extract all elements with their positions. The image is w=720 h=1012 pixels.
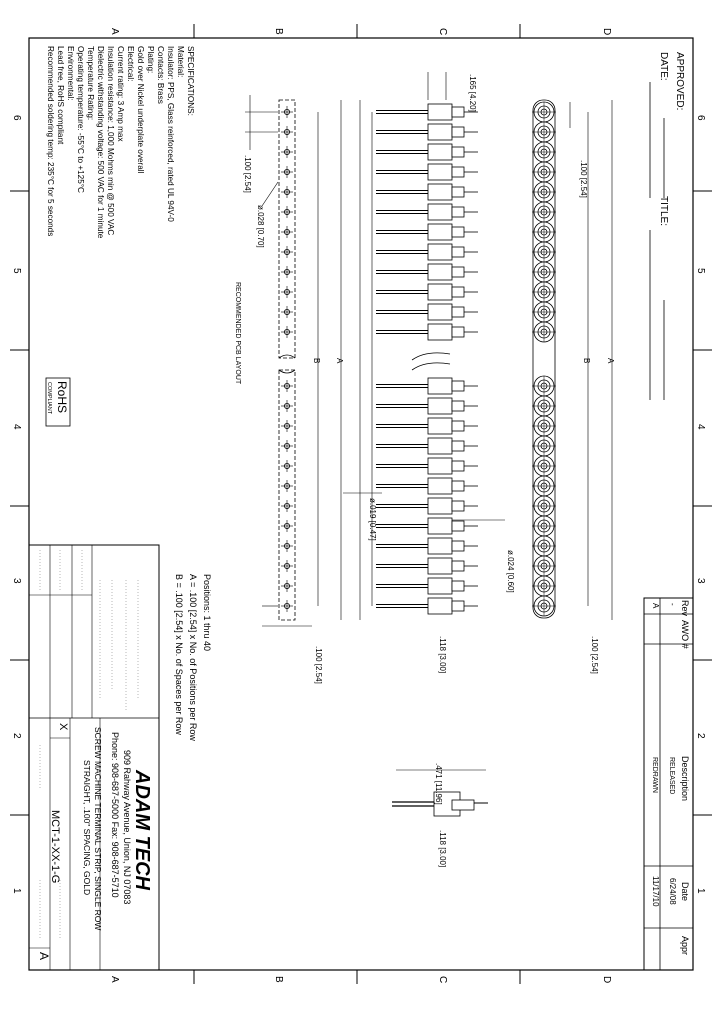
zone-number-6-left: 6 [11,115,22,121]
zone-number-4-right: 4 [695,424,706,430]
pcb-hole [281,246,293,258]
side-dim-019: ø.019 [0.47] [368,498,377,541]
terminal-socket [532,496,556,516]
awo-header: AWO # [680,620,690,649]
part-number: MCT-1-XX-1-G [49,810,61,884]
pcb-hole [281,380,293,392]
side-dim-118: .118 [3.00] [438,636,447,674]
side-view [343,72,515,673]
date-row-1: 6/24/08 [668,878,677,905]
pcb-dim-b: B [312,358,321,364]
title-label: TITLE: [658,196,669,227]
terminal-pin [376,144,478,160]
terminal-pin [376,558,478,574]
terminal-pin [376,304,478,320]
pcb-hole [281,126,293,138]
spec-line-13: Lead free, RoHS compliant [56,46,65,145]
terminal-pin [376,398,478,414]
terminal-pin [376,284,478,300]
pcb-hole [281,186,293,198]
spec-line-14: Recommended soldering temp: 235°C for 5 seconds [46,46,55,237]
pcb-dim-a: A [335,358,344,364]
terminal-socket [532,596,556,616]
zone-number-3-left: 3 [11,578,22,584]
side-break-line [412,353,450,370]
pcb-hole [281,440,293,452]
spec-line-3: Contacts: Brass [156,46,165,104]
terminal-socket [532,436,556,456]
zone-letter-b-bottom: B [273,976,284,983]
zone-number-1-left: 1 [11,888,22,894]
rohs-label: RoHS [55,381,69,414]
terminal-socket [532,182,556,202]
terminal-socket [532,456,556,476]
zone-letter-c-bottom: C [437,976,448,984]
company-address: 909 Rahway Avenue, Union, NJ 07083 [122,750,132,905]
top-pitch-label: .100 [2.54] [579,160,588,198]
pcb-hole [281,206,293,218]
title-block [29,545,159,970]
end-view [392,763,488,867]
pcb-pitch-bottom-label: .100 [2.54] [314,646,323,684]
terminal-pin [376,498,478,514]
a-formula-note: A = .100 [2.54] x No. of Positions per Row [188,574,198,741]
terminal-pin [376,538,478,554]
pcb-hole [281,580,293,592]
zone-number-2-right: 2 [695,733,706,739]
zone-number-3-right: 3 [695,578,706,584]
terminal-pin [376,124,478,140]
terminal-socket [532,416,556,436]
pcb-hole [281,460,293,472]
spec-line-7: Current rating: 3 Amp max [116,46,125,142]
title-block-rev: A [37,952,51,961]
terminal-pin [376,324,478,340]
zone-letter-a-bottom: A [109,976,120,983]
zone-number-2-left: 2 [11,733,22,739]
terminal-socket [532,162,556,182]
terminal-socket [532,202,556,222]
spec-line-1: Material: [176,46,185,78]
pcb-layout-label: RECOMMENDED PCB LAYOUT [234,282,241,385]
date-label: DATE: [658,52,669,81]
terminal-pin [376,578,478,594]
spec-heading: SPECIFICATIONS: [186,46,195,116]
date-header: Date [680,882,690,902]
terminal-socket [532,536,556,556]
description-row-1: RELEASED [668,757,675,795]
spec-line-5: Gold over Nickel underplate overall [136,46,145,174]
terminal-socket [532,282,556,302]
zone-letter-b-top: B [273,28,284,35]
pcb-hole [281,520,293,532]
terminal-socket [532,556,556,576]
spec-line-11: Operating temperature: -55°C to +125°C [76,46,85,193]
terminal-pin [376,438,478,454]
pcb-layout-view [234,95,344,684]
terminal-pin [376,264,478,280]
description-row-2: REDRAWN [651,757,658,793]
terminal-socket [532,262,556,282]
rev-row-2: A [651,603,660,609]
zone-letter-c-top: C [437,28,448,36]
terminal-pin [376,244,478,260]
terminal-socket [532,516,556,536]
rev-header: Rev [680,600,690,617]
pcb-hole-group [281,106,293,612]
top-circle-group [532,100,556,618]
drawing-title-line-2: STRAIGHT, .100" SPACING, GOLD [82,760,92,896]
pcb-hole [281,560,293,572]
zone-letter-d-top: D [601,28,612,36]
appr-header: Appr [680,936,690,956]
zone-number-4-left: 4 [11,424,22,430]
pcb-hole [281,306,293,318]
terminal-pin [376,104,478,120]
b-formula-note: B = .100 [2.54] x No. of Spaces per Row [174,574,184,735]
pcb-hole [281,540,293,552]
pcb-hole [281,326,293,338]
terminal-socket [532,376,556,396]
approved-label: APPROVED: [674,52,685,111]
pcb-hole [281,500,293,512]
zone-number-5-left: 5 [11,268,22,274]
terminal-pin [376,378,478,394]
description-header: Description [680,756,690,802]
terminal-pin [376,518,478,534]
terminal-pin [376,458,478,474]
terminal-socket [532,476,556,496]
notes-block [174,574,212,741]
terminal-socket [532,576,556,596]
side-dim-024: ø.024 [0.60] [506,550,515,593]
terminal-pin [376,478,478,494]
terminal-socket [532,102,556,122]
pcb-hole [281,600,293,612]
terminal-socket [532,222,556,242]
terminal-pin [376,204,478,220]
terminal-socket [532,142,556,162]
pcb-hole [281,420,293,432]
pcb-hole-label: ø.028 [0.70] [256,205,265,248]
pcb-hole [281,480,293,492]
spec-line-6: Electrical: [126,46,135,82]
pcb-hole [281,106,293,118]
company-phone: Phone: 908-687-5000 Fax: 908-687-5710 [110,732,120,898]
rev-row-1: - [668,603,677,606]
terminal-socket [532,322,556,342]
side-dim-165: .165 [4.20] [468,74,477,112]
pcb-hole [281,226,293,238]
pcb-hole [281,266,293,278]
zone-number-5-right: 5 [695,268,706,274]
specifications-block [46,46,195,426]
zone-number-1-right: 1 [695,888,706,894]
pcb-hole [281,286,293,298]
terminal-socket [532,396,556,416]
spec-line-2: Insulator: PPS, Glass reinforced, rated UL 94V-0 [166,46,175,222]
pcb-pitch-label: .100 [2.54] [243,155,252,193]
top-view [532,100,615,674]
terminal-socket [532,302,556,322]
terminal-pin [376,224,478,240]
spec-line-9: Dielectric withstanding voltage: 500 VAC for 1 minute [96,46,105,239]
spec-line-8: Insulation resistance: 1,000 Mohms min @ 500 VAC [106,46,115,236]
terminal-pin [376,164,478,180]
spec-line-10: Temperature Rating: [86,46,95,121]
terminal-socket [532,242,556,262]
spec-line-4: Plating: [146,46,155,74]
terminal-pin [376,418,478,434]
positions-note: Positions: 1 thru 40 [202,574,212,652]
top-dim-b: B [582,358,591,364]
company-name: ADAM TECH [131,770,153,890]
top-pitch-bottom-label: .100 [2.54] [590,636,599,674]
spec-line-12: Environmental: [66,46,75,101]
drawing-title-line-1: SCREW MACHINE TERMINAL STRIP, SINGLE ROW [93,727,103,931]
title-block-x: X [57,723,69,731]
pcb-hole [281,400,293,412]
zone-letter-a-top: A [109,28,120,35]
date-row-2: 11/17/10 [651,876,660,907]
zone-letter-d-bottom: D [601,976,612,984]
end-dim-471: .471 [11.96] [434,763,443,805]
terminal-socket [532,122,556,142]
rohs-compliant-label: COMPLIANT [46,382,52,415]
side-pin-group [376,104,478,614]
terminal-pin [376,598,478,614]
revision-table [644,598,693,970]
pcb-hole [281,146,293,158]
top-dim-a: A [606,358,615,364]
end-dim-118: .118 [3.00] [438,830,447,868]
approval-block [650,52,685,400]
terminal-pin [376,184,478,200]
zone-number-6-right: 6 [695,115,706,121]
pcb-hole [281,166,293,178]
